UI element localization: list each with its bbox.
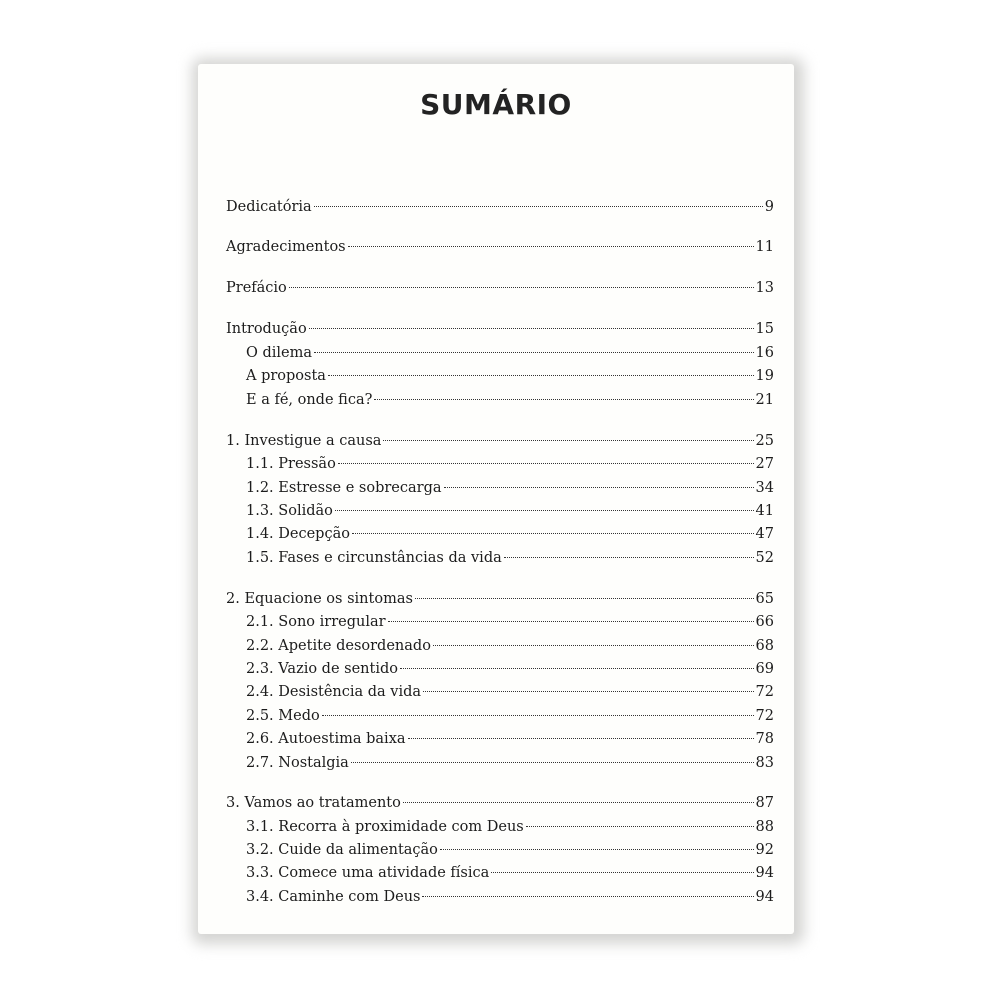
toc-page-number: 68 — [755, 638, 774, 654]
toc-subentry — [246, 753, 774, 773]
leader-dots — [440, 849, 754, 850]
toc-entry-label: 2.6. Autoestima baixa — [246, 731, 406, 747]
toc-subentry — [246, 390, 774, 410]
toc-subentry — [246, 454, 774, 474]
toc-entry-label: 3. Vamos ao tratamento — [226, 795, 401, 811]
toc-page-number: 27 — [755, 456, 774, 472]
toc-subentry — [246, 706, 774, 726]
leader-dots — [491, 872, 753, 873]
toc-subentry — [246, 343, 774, 363]
toc-subentry — [246, 636, 774, 656]
toc-chapter — [226, 431, 774, 451]
toc-entry-label: Introdução — [226, 321, 307, 337]
toc-page-number: 15 — [755, 321, 774, 337]
toc-entry — [226, 278, 774, 298]
leader-dots — [374, 399, 753, 400]
toc-subentry — [246, 501, 774, 521]
leader-dots — [289, 287, 754, 288]
leader-dots — [352, 533, 754, 534]
leader-dots — [388, 621, 754, 622]
toc-entry-label: 2.3. Vazio de sentido — [246, 661, 398, 677]
toc-page-number: 94 — [755, 865, 774, 881]
leader-dots — [335, 510, 754, 511]
toc-entry-label: 2. Equacione os sintomas — [226, 591, 413, 607]
leader-dots — [400, 668, 754, 669]
toc-subentry — [246, 524, 774, 544]
toc-entry-label: 1.1. Pressão — [246, 456, 336, 472]
leader-dots — [328, 375, 754, 376]
toc-page-number: 34 — [755, 480, 774, 496]
toc-page-number: 9 — [764, 199, 774, 215]
toc-subentry — [246, 729, 774, 749]
leader-dots — [322, 715, 754, 716]
toc-entry-label: 1. Investigue a causa — [226, 433, 382, 449]
toc-entry-label: 1.3. Solidão — [246, 503, 333, 519]
toc-entry — [226, 319, 774, 339]
toc-entry — [226, 197, 774, 217]
leader-dots — [338, 463, 754, 464]
leader-dots — [351, 762, 754, 763]
toc-page-number: 72 — [755, 684, 774, 700]
leader-dots — [314, 206, 763, 207]
leader-dots — [504, 557, 754, 558]
toc-entry-label: O dilema — [246, 345, 313, 361]
toc-subentry — [246, 840, 774, 860]
toc-subentry — [246, 863, 774, 883]
toc-entry-label: 2.2. Apetite desordenado — [246, 638, 431, 654]
toc-page-number: 41 — [755, 503, 774, 519]
leader-dots — [422, 896, 753, 897]
toc-subentry — [246, 478, 774, 498]
leader-dots — [444, 487, 754, 488]
toc-page-number: 13 — [755, 280, 774, 296]
toc-page-number: 78 — [755, 731, 774, 747]
toc-page-number: 69 — [755, 661, 774, 677]
toc-subentry — [246, 817, 774, 837]
toc-entry-label: 3.2. Cuide da alimentação — [246, 842, 438, 858]
toc-entry — [226, 237, 774, 257]
leader-dots — [526, 826, 754, 827]
toc-entry-label: Prefácio — [226, 280, 287, 296]
leader-dots — [383, 440, 753, 441]
leader-dots — [423, 691, 753, 692]
toc-entry-label: 2.7. Nostalgia — [246, 755, 349, 771]
toc-chapter — [226, 589, 774, 609]
leader-dots — [408, 738, 754, 739]
toc-entry-label: 3.4. Caminhe com Deus — [246, 889, 421, 905]
toc-subentry — [246, 548, 774, 568]
toc-page-number: 88 — [755, 819, 774, 835]
toc-entry-label: 1.4. Decepção — [246, 526, 350, 542]
toc-subentry — [246, 612, 774, 632]
toc-entry-label: E a fé, onde fica? — [246, 392, 373, 408]
leader-dots — [309, 328, 754, 329]
toc-page-number: 52 — [755, 550, 774, 566]
toc-page-number: 25 — [755, 433, 774, 449]
toc-subentry — [246, 887, 774, 907]
page-title: SUMÁRIO — [420, 88, 572, 121]
toc-page-number: 47 — [755, 526, 774, 542]
toc-entry-label: Dedicatória — [226, 199, 312, 215]
toc-entry-label: 2.1. Sono irregular — [246, 614, 386, 630]
toc-entry-label: 3.1. Recorra à proximidade com Deus — [246, 819, 524, 835]
leader-dots — [433, 645, 754, 646]
leader-dots — [415, 598, 754, 599]
toc-page-number: 19 — [755, 368, 774, 384]
toc-page-number: 94 — [755, 889, 774, 905]
toc-page-number: 65 — [755, 591, 774, 607]
toc-page-number: 92 — [755, 842, 774, 858]
toc-page-number: 72 — [755, 708, 774, 724]
toc-chapter — [226, 793, 774, 813]
leader-dots — [348, 246, 754, 247]
book-page — [198, 64, 794, 934]
toc-entry-label: 2.4. Desistência da vida — [246, 684, 422, 700]
toc-entry-label: 1.5. Fases e circunstâncias da vida — [246, 550, 502, 566]
toc-page-number: 66 — [755, 614, 774, 630]
toc-entry-label: A proposta — [246, 368, 326, 384]
leader-dots — [314, 352, 754, 353]
toc-entry-label: 2.5. Medo — [246, 708, 320, 724]
leader-dots — [403, 802, 754, 803]
toc-subentry — [246, 659, 774, 679]
toc-subentry — [246, 366, 774, 386]
toc-subentry — [246, 682, 774, 702]
toc-entry-label: Agradecimentos — [226, 239, 346, 255]
toc-page-number: 83 — [755, 755, 774, 771]
toc-page-number: 87 — [755, 795, 774, 811]
toc-page-number: 11 — [755, 239, 774, 255]
toc-page-number: 21 — [755, 392, 774, 408]
toc-entry-label: 3.3. Comece uma atividade física — [246, 865, 490, 881]
toc-page-number: 16 — [755, 345, 774, 361]
toc-entry-label: 1.2. Estresse e sobrecarga — [246, 480, 442, 496]
